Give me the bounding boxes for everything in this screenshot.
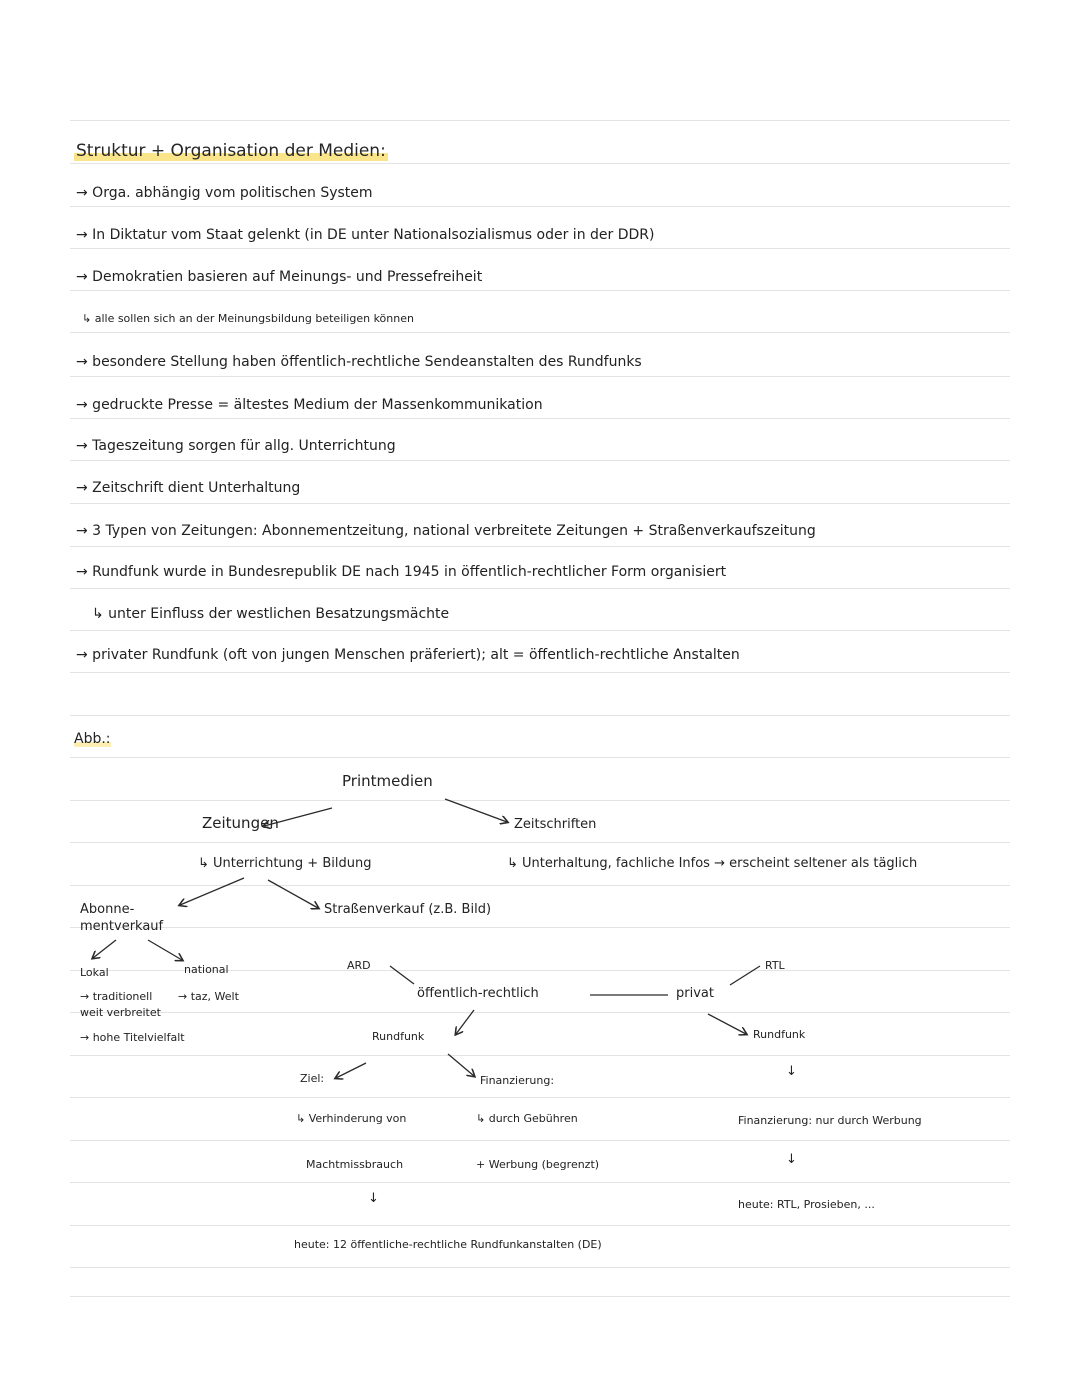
node-national: national	[184, 963, 229, 976]
node-strassenverkauf: Straßenverkauf (z.B. Bild)	[324, 902, 492, 917]
note-line: → Rundfunk wurde in Bundesrepublik DE nach 1945 in öffentlich-rechtlicher Form organisiert	[76, 564, 727, 580]
note-line: → besondere Stellung haben öffentlich-rechtliche Sendeanstalten des Rundfunks	[76, 354, 642, 370]
arrow-zeitungen-abonnement	[180, 878, 244, 905]
note-line: → privater Rundfunk (oft von jungen Menschen präferiert); alt = öffentlich-rechtliche Anstalten	[76, 647, 740, 663]
line-ard	[390, 966, 414, 984]
arrow-abonnement-national	[148, 940, 182, 960]
down-arrow: ↓	[786, 1064, 797, 1079]
node-zeitungen: Zeitungen	[202, 814, 279, 832]
oeffentlich-heute: heute: 12 öffentliche-rechtliche Rundfunkanstalten (DE)	[294, 1238, 602, 1251]
down-arrow: ↓	[368, 1191, 379, 1206]
node-abonnement-1: Abonne-	[80, 902, 135, 917]
finanzierung-detail: + Werbung (begrenzt)	[476, 1158, 600, 1171]
node-zeitschriften: Zeitschriften	[514, 817, 597, 832]
node-privat: privat	[676, 986, 714, 1001]
line-privat-rtl	[730, 966, 760, 985]
arrow-printmedien-zeitungen	[264, 808, 332, 826]
arrow-privat-rundfunk	[708, 1014, 746, 1034]
note-line: → Demokratien basieren auf Meinungs- und Pressefreiheit	[76, 269, 483, 285]
finanzierung-detail: ↳ durch Gebühren	[476, 1112, 578, 1125]
lokal-detail: → hohe Titelvielfalt	[80, 1031, 185, 1044]
lokal-detail: weit verbreitet	[80, 1006, 161, 1019]
note-line: → gedruckte Presse = ältestes Medium der Massenkommunikation	[76, 397, 543, 413]
note-line: → Orga. abhängig vom politischen System	[76, 185, 373, 201]
arrow-oeffentlich-rundfunk	[456, 1010, 474, 1034]
zeitschriften-sub: ↳ Unterhaltung, fachliche Infos → erscheint seltener als täglich	[507, 856, 918, 871]
national-examples: → taz, Welt	[178, 990, 239, 1003]
figure-label-text: Abb.:	[74, 731, 111, 747]
arrow-rundfunk-finanzierung	[448, 1054, 474, 1076]
note-line: ↳ alle sollen sich an der Meinungsbildung beteiligen können	[82, 312, 414, 325]
node-rundfunk-oeffentlich: Rundfunk	[372, 1030, 425, 1043]
note-line: → In Diktatur vom Staat gelenkt (in DE unter Nationalsozialismus oder in der DDR)	[76, 227, 655, 243]
node-lokal: Lokal	[80, 966, 109, 979]
arrow-abonnement-lokal	[93, 940, 116, 958]
down-arrow: ↓	[786, 1152, 797, 1167]
arrow-zeitungen-strassenverkauf	[268, 880, 318, 908]
ziel-detail: Machtmissbrauch	[306, 1158, 404, 1171]
notes-title-text: Struktur + Organisation der Medien:	[76, 141, 386, 161]
node-ziel: Ziel:	[300, 1072, 325, 1085]
zeitungen-sub: ↳ Unterrichtung + Bildung	[198, 856, 372, 871]
note-line: → Zeitschrift dient Unterhaltung	[76, 480, 301, 496]
node-ard: ARD	[347, 959, 371, 972]
note-line: → 3 Typen von Zeitungen: Abonnementzeitung, national verbreitete Zeitungen + Straßenverkaufszeitung	[76, 523, 816, 539]
node-finanzierung: Finanzierung:	[480, 1074, 555, 1087]
note-line: ↳ unter Einfluss der westlichen Besatzungsmächte	[92, 606, 450, 622]
node-rtl: RTL	[765, 959, 785, 972]
privat-finanzierung: Finanzierung: nur durch Werbung	[738, 1114, 922, 1127]
node-abonnement-2: mentverkauf	[80, 919, 164, 934]
node-printmedien: Printmedien	[342, 772, 433, 790]
lokal-detail: → traditionell	[80, 990, 153, 1003]
arrow-rundfunk-ziel	[336, 1063, 366, 1078]
ziel-detail: ↳ Verhinderung von	[296, 1112, 407, 1125]
node-rundfunk-privat: Rundfunk	[753, 1028, 806, 1041]
privat-heute: heute: RTL, Prosieben, ...	[738, 1198, 875, 1211]
node-oeffentlich-rechtlich: öffentlich-rechtlich	[417, 986, 539, 1001]
note-line: → Tageszeitung sorgen für allg. Unterrichtung	[76, 438, 396, 454]
arrow-printmedien-zeitschriften	[445, 799, 507, 822]
